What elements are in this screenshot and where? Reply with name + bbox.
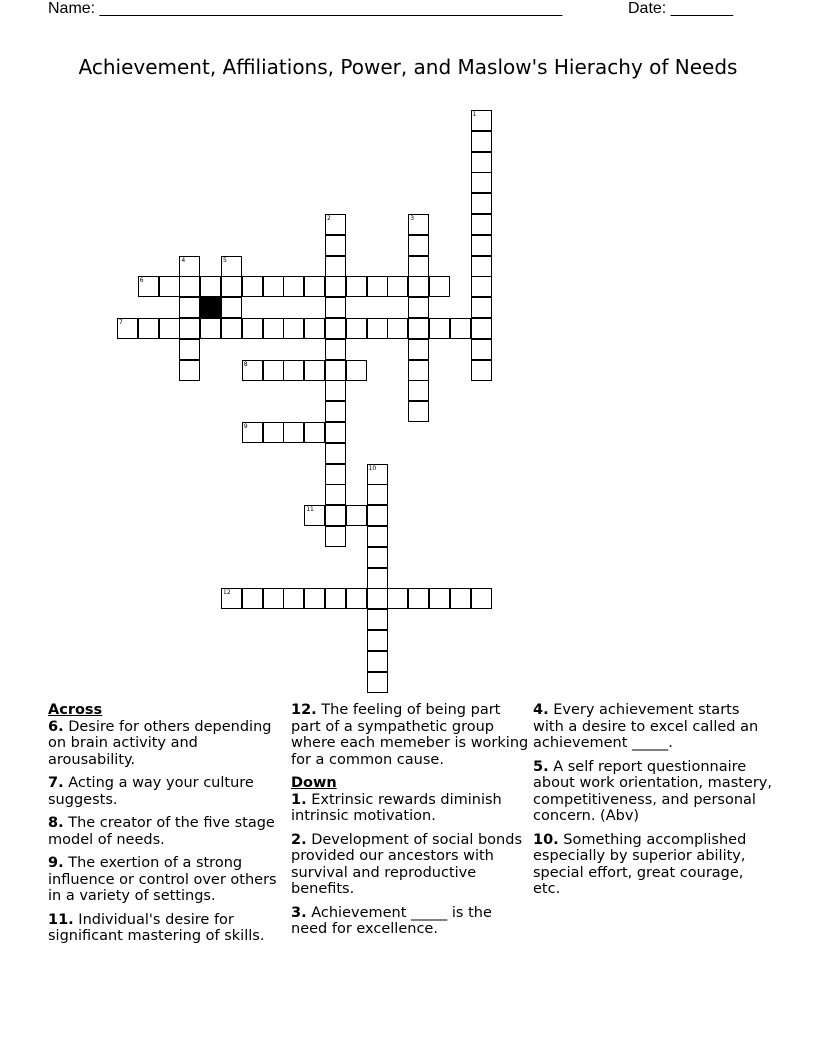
grid-clue-number: 8 bbox=[243, 360, 248, 368]
grid-cell[interactable] bbox=[367, 568, 388, 589]
grid-cell[interactable] bbox=[471, 256, 492, 277]
grid-cell[interactable] bbox=[263, 422, 284, 443]
grid-cell[interactable] bbox=[471, 152, 492, 173]
grid-cell[interactable] bbox=[221, 276, 242, 297]
grid-cell[interactable] bbox=[367, 651, 388, 672]
grid-cell[interactable] bbox=[346, 276, 367, 297]
clue-across-9: 9. The exertion of a strong influence or control over others in a variety of settings. bbox=[48, 855, 277, 904]
grid-cell[interactable] bbox=[408, 256, 429, 277]
grid-cell[interactable] bbox=[242, 276, 263, 297]
date-field[interactable]: Date: _______ bbox=[628, 0, 733, 17]
down-heading: Down bbox=[291, 775, 337, 791]
grid-cell[interactable] bbox=[283, 360, 304, 381]
grid-clue-number: 12 bbox=[223, 589, 231, 597]
grid-cell[interactable] bbox=[408, 339, 429, 360]
grid-block-cell bbox=[200, 297, 221, 318]
grid-cell[interactable] bbox=[325, 256, 346, 277]
grid-cell[interactable] bbox=[450, 588, 471, 609]
grid-cell[interactable] bbox=[325, 484, 346, 505]
grid-cell[interactable] bbox=[138, 276, 159, 297]
grid-cell[interactable] bbox=[179, 339, 200, 360]
grid-cell[interactable] bbox=[325, 443, 346, 464]
grid-cell[interactable] bbox=[263, 360, 284, 381]
grid-cell[interactable] bbox=[367, 484, 388, 505]
grid-cell[interactable] bbox=[221, 588, 242, 609]
grid-cell[interactable] bbox=[325, 276, 346, 297]
grid-cell[interactable] bbox=[325, 214, 346, 235]
grid-cell[interactable] bbox=[471, 172, 492, 193]
grid-cell[interactable] bbox=[325, 505, 346, 526]
grid-cell[interactable] bbox=[429, 318, 450, 339]
grid-cell[interactable] bbox=[242, 422, 263, 443]
grid-cell[interactable] bbox=[429, 276, 450, 297]
grid-cell[interactable] bbox=[367, 318, 388, 339]
grid-clue-number: 4 bbox=[181, 256, 186, 264]
grid-cell[interactable] bbox=[304, 505, 325, 526]
grid-cell[interactable] bbox=[325, 422, 346, 443]
grid-cell[interactable] bbox=[179, 318, 200, 339]
grid-cell[interactable] bbox=[387, 318, 408, 339]
grid-clue-number: 1 bbox=[472, 111, 477, 118]
clue-down-1: 1. Extrinsic rewards diminish intrinsic motivation. bbox=[291, 791, 502, 824]
grid-cell[interactable] bbox=[471, 131, 492, 152]
grid-cell[interactable] bbox=[304, 588, 325, 609]
grid-cell[interactable] bbox=[408, 360, 429, 381]
grid-cell[interactable] bbox=[408, 588, 429, 609]
grid-cell[interactable] bbox=[325, 588, 346, 609]
grid-cell[interactable] bbox=[325, 401, 346, 422]
grid-cell[interactable] bbox=[408, 276, 429, 297]
clues-column-1 bbox=[48, 702, 286, 952]
clue-down-3: 3. Achievement _____ is the need for excellence. bbox=[291, 904, 492, 937]
grid-cell[interactable] bbox=[159, 276, 180, 297]
clue-across-12: 12. The feeling of being part part of a sympathetic group where each memeber is working for a common cause. bbox=[291, 702, 529, 768]
page-title: Achievement, Affiliations, Power, and Maslow's Hierachy of Needs bbox=[78, 55, 738, 79]
grid-cell[interactable] bbox=[325, 526, 346, 547]
grid-cell[interactable] bbox=[221, 256, 242, 277]
grid-cell[interactable] bbox=[325, 318, 346, 339]
grid-cell[interactable] bbox=[283, 588, 304, 609]
clues-column-2 bbox=[291, 702, 529, 945]
grid-cell[interactable] bbox=[346, 505, 367, 526]
grid-cell[interactable] bbox=[471, 214, 492, 235]
grid-cell[interactable] bbox=[200, 318, 221, 339]
clue-across-11: 11. Individual's desire for significant mastering of skills. bbox=[48, 911, 265, 944]
grid-clue-number: 10 bbox=[368, 464, 377, 472]
grid-cell[interactable] bbox=[367, 609, 388, 630]
grid-clue-number: 9 bbox=[243, 423, 248, 430]
grid-cell[interactable] bbox=[179, 297, 200, 318]
clue-down-4: 4. Every achievement starts with a desire to excel called an achievement _____. bbox=[533, 702, 759, 751]
grid-cell[interactable] bbox=[242, 318, 263, 339]
name-field[interactable]: Name: ____________________________________________________ bbox=[48, 0, 563, 17]
grid-cell[interactable] bbox=[367, 464, 388, 485]
grid-cell[interactable] bbox=[304, 422, 325, 443]
grid-clue-number: 3 bbox=[410, 215, 415, 222]
clue-down-5: 5. A self report questionnaire about work orientation, mastery, competitiveness, and personal concern. (Abv) bbox=[533, 758, 773, 824]
grid-cell[interactable] bbox=[429, 588, 450, 609]
clue-across-7: 7. Acting a way your culture suggests. bbox=[48, 775, 254, 808]
grid-cell[interactable] bbox=[387, 588, 408, 609]
grid-clue-number: 11 bbox=[306, 506, 314, 514]
grid-cell[interactable] bbox=[263, 588, 284, 609]
grid-cell[interactable] bbox=[179, 276, 200, 297]
grid-cell[interactable] bbox=[283, 276, 304, 297]
grid-clue-number: 6 bbox=[139, 277, 144, 285]
grid-cell[interactable] bbox=[471, 360, 492, 381]
grid-cell[interactable] bbox=[450, 318, 471, 339]
grid-cell[interactable] bbox=[367, 526, 388, 547]
grid-cell[interactable] bbox=[325, 339, 346, 360]
grid-cell[interactable] bbox=[367, 672, 388, 693]
grid-cell[interactable] bbox=[471, 588, 492, 609]
grid-cell[interactable] bbox=[367, 547, 388, 568]
grid-cell[interactable] bbox=[325, 464, 346, 485]
clue-down-10: 10. Something accomplished especially by superior ability, special effort, great courage, etc. bbox=[533, 831, 747, 897]
grid-cell[interactable] bbox=[471, 110, 492, 131]
grid-cell[interactable] bbox=[408, 380, 429, 401]
grid-cell[interactable] bbox=[367, 505, 388, 526]
grid-cell[interactable] bbox=[325, 297, 346, 318]
grid-cell[interactable] bbox=[471, 276, 492, 297]
grid-cell[interactable] bbox=[179, 360, 200, 381]
grid-cell[interactable] bbox=[387, 276, 408, 297]
grid-cell[interactable] bbox=[200, 276, 221, 297]
grid-clue-number: 5 bbox=[223, 256, 227, 264]
grid-cell[interactable] bbox=[138, 318, 159, 339]
grid-cell[interactable] bbox=[471, 193, 492, 214]
grid-cell[interactable] bbox=[221, 318, 242, 339]
grid-cell[interactable] bbox=[346, 318, 367, 339]
clues-column-3 bbox=[533, 702, 773, 905]
grid-cell[interactable] bbox=[408, 297, 429, 318]
grid-cell[interactable] bbox=[408, 318, 429, 339]
grid-clue-number: 2 bbox=[327, 215, 331, 222]
grid-cell[interactable] bbox=[263, 276, 284, 297]
grid-cell[interactable] bbox=[283, 422, 304, 443]
grid-cell[interactable] bbox=[304, 276, 325, 297]
grid-cell[interactable] bbox=[367, 630, 388, 651]
grid-cell[interactable] bbox=[304, 318, 325, 339]
grid-cell[interactable] bbox=[346, 588, 367, 609]
grid-cell[interactable] bbox=[221, 297, 242, 318]
grid-cell[interactable] bbox=[283, 318, 304, 339]
grid-cell[interactable] bbox=[242, 360, 263, 381]
grid-cell[interactable] bbox=[471, 235, 492, 256]
grid-cell[interactable] bbox=[304, 360, 325, 381]
grid-cell[interactable] bbox=[179, 256, 200, 277]
clue-across-6: 6. Desire for others depending on brain activity and arousability. bbox=[48, 718, 272, 768]
clue-down-2: 2. Development of social bonds provided our ancestors with survival and reproductive benefits. bbox=[291, 831, 522, 897]
grid-cell[interactable] bbox=[408, 214, 429, 235]
grid-cell[interactable] bbox=[325, 360, 346, 381]
grid-cell[interactable] bbox=[346, 360, 367, 381]
grid-cell[interactable] bbox=[325, 380, 346, 401]
across-heading: Across bbox=[48, 702, 103, 718]
grid-cell[interactable] bbox=[408, 401, 429, 422]
grid-cell[interactable] bbox=[471, 318, 492, 339]
grid-cell[interactable] bbox=[408, 235, 429, 256]
grid-cell[interactable] bbox=[471, 339, 492, 360]
grid-cell[interactable] bbox=[471, 297, 492, 318]
grid-cell[interactable] bbox=[117, 318, 138, 339]
grid-clue-number: 7 bbox=[119, 319, 123, 326]
grid-cell[interactable] bbox=[242, 588, 263, 609]
grid-cell[interactable] bbox=[263, 318, 284, 339]
grid-cell[interactable] bbox=[367, 588, 388, 609]
clue-across-8: 8. The creator of the five stage model of needs. bbox=[48, 815, 275, 848]
grid-cell[interactable] bbox=[325, 235, 346, 256]
grid-cell[interactable] bbox=[367, 276, 388, 297]
grid-cell[interactable] bbox=[159, 318, 180, 339]
